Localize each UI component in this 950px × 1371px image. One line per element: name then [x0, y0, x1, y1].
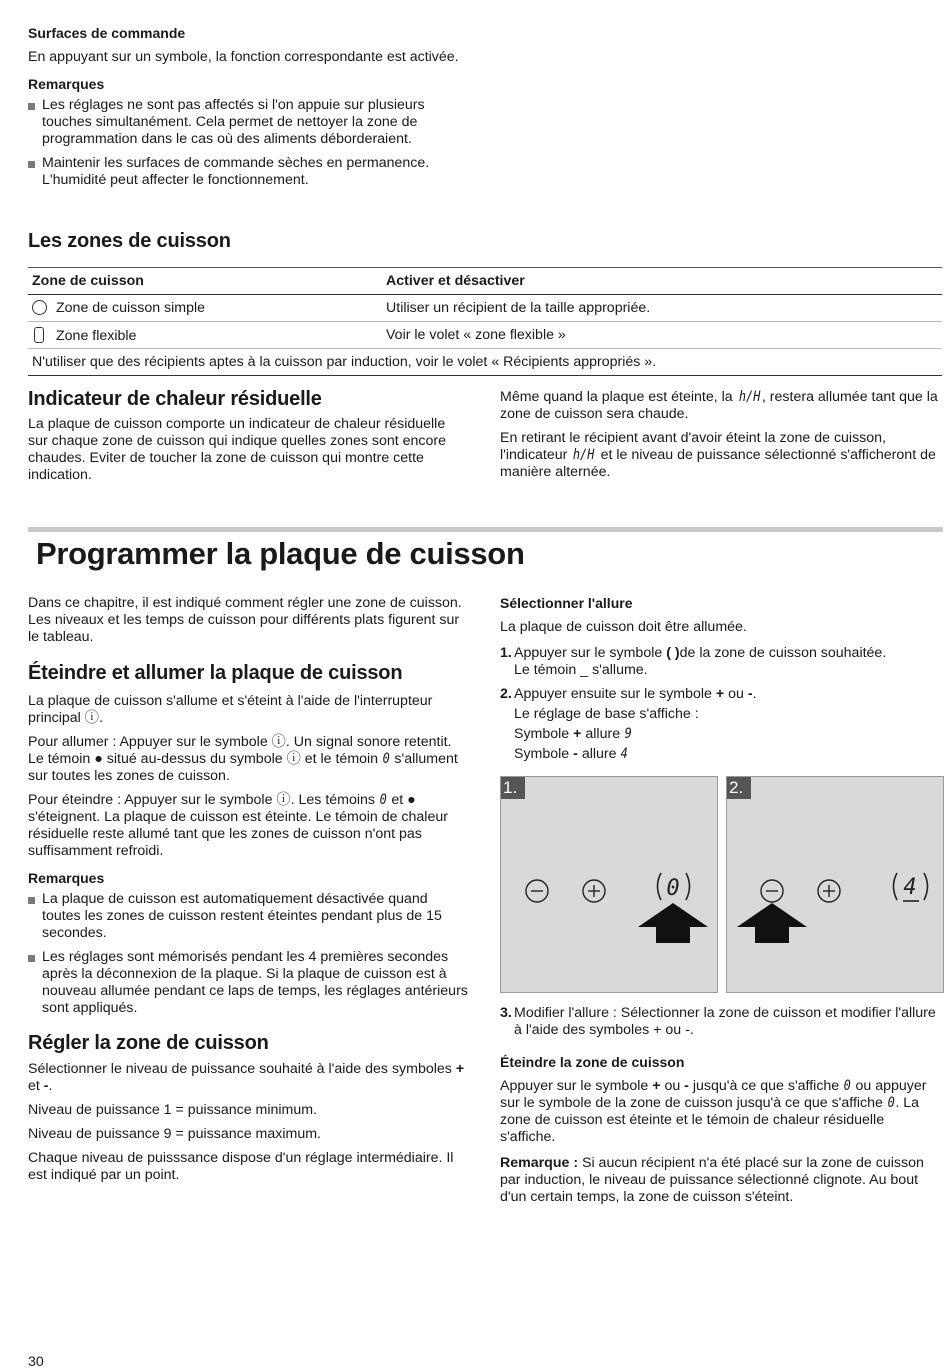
power-icon: ⓘ [271, 734, 286, 750]
minus-icon [526, 880, 548, 902]
zones-table [28, 267, 942, 376]
onoff-remarks-title: Remarques [28, 870, 105, 886]
allure-title: Sélectionner l'allure [500, 595, 633, 611]
panel-number: 2. [727, 777, 751, 799]
display-zero-symbol: 0 [382, 751, 390, 767]
table-row [28, 295, 942, 322]
page-number: 30 [28, 1354, 44, 1370]
surfaces-section [28, 25, 473, 196]
eteindre-section: Éteindre la zone de cuisson Appuyer sur le symbole + ou - jusqu'à ce que s'affiche 0 ou appuyer sur le symbole de la zone de cuisson jusqu'à ce que s'affiche 0. La zone de cuisson est éteinte et le témoin de chaleur résiduelle s'affiche. Remarque : Si aucun récipient n'a été placé sur la zone de cuisson par induction, le niveau de puissance sélectionné clignote. Au bout d'un certain temps, la zone de cuisson s'éteint. [500, 1054, 942, 1206]
display-zero-symbol: 0 [379, 792, 387, 808]
residual-heat-symbol: h/H [738, 389, 761, 405]
minus-symbol: - [43, 1078, 49, 1094]
allure-steps [500, 645, 942, 763]
regler-section: Sélectionner le niveau de puissance souhaité à l'aide des symboles + et -. Niveau de puissance 1 = puissance minimum. Niveau de puissance 9 = puissance maximum. Chaque niveau de puisssance dispose d'un réglage intermédiaire. Il est indiqué par un point. [28, 1061, 468, 1184]
pointer-arrow-icon [737, 903, 807, 943]
list-item: 2. Appuyer ensuite sur le symbole + ou -. Le réglage de base s'affiche : Symbole + allure 9 Symbole - allure 4 [500, 686, 757, 762]
chapter-divider [28, 527, 943, 532]
program-intro: Dans ce chapitre, il est indiqué comment régler une zone de cuisson. Les niveaux et les temps de cuisson pour différents plats figurent sur le tableau. [28, 595, 462, 645]
plus-icon [583, 880, 605, 902]
illustration-panel-2 [726, 776, 944, 993]
indicator-dot-icon: ● [407, 792, 416, 808]
pointer-arrow-icon [638, 903, 708, 943]
flex-zone-icon [34, 327, 44, 343]
chapter-title: Programmer la plaque de cuisson [36, 536, 525, 571]
table-cell: Zone flexible [56, 327, 137, 344]
regler-min: Niveau de puissance 1 = puissance minimum. [28, 1102, 318, 1118]
table-row [28, 322, 942, 349]
list-item: Les réglages sont mémorisés pendant les 4 premières secondes après la déconnexion de la plaque. Si la plaque de cuisson est à nouveau allumée pendant ce laps de temps, les réglages antérieurs sont appliqués. [28, 949, 470, 1017]
table-header-cell: Zone de cuisson [28, 268, 382, 295]
table-cell: Zone de cuisson simple [56, 300, 206, 316]
zone-symbol: ( ) [666, 645, 680, 661]
power-icon: ⓘ [286, 751, 301, 767]
onoff-title: Éteindre et allumer la plaque de cuisson [28, 662, 403, 684]
panel-1-drawing [501, 777, 717, 992]
zone-display-value: 0 [666, 876, 680, 901]
panel-number: 1. [501, 777, 525, 799]
regler-max: Niveau de puissance 9 = puissance maximum. [28, 1126, 321, 1142]
panel-2-drawing [727, 777, 943, 992]
table-cell: Utiliser un récipient de la taille appropriée. [382, 295, 942, 322]
onoff-section: La plaque de cuisson s'allume et s'éteint à l'aide de l'interrupteur principal ⓘ. Pour allumer : Appuyer sur le symbole ⓘ. Un signal sonore retentit. Le témoin ● situé au-dessus du symbole ⓘ et le témoin 0 s'allument sur toutes les zones de cuisson. Pour éteindre : Appuyer sur le symbole ⓘ. Les témoins 0 et ● s'éteignent. La plaque de cuisson est éteinte. Le témoin de chaleur résiduelle reste allumé tant que les zones de cuisson n'ont pas suffisamment refroidi. Remarques La plaque de cuisson est automatiquement désactivée quand toutes les zones de cuisson restent éteintes pendant plus de 15 secondes. Les réglages sont mémorisés pendant les 4 premières secondes après la déconnexion de la plaque. Si la plaque de cuisson est à nouveau allumée pendant ce laps de temps, les réglages antérieurs sont appliqués. [28, 693, 470, 1024]
power-icon: ⓘ [276, 792, 291, 808]
plus-icon [818, 880, 840, 902]
eteindre-title: Éteindre la zone de cuisson [500, 1054, 685, 1070]
minus-icon [761, 880, 783, 902]
allure-section [500, 595, 942, 763]
surfaces-remarks-title: Remarques [28, 76, 105, 92]
allure-step-3 [500, 1005, 942, 1039]
table-header [28, 268, 942, 295]
table-row [28, 349, 942, 376]
list-item: Maintenir les surfaces de commande sèches en permanence. L'humidité peut affecter le fonctionnement. [28, 155, 473, 189]
regler-intermediate: Chaque niveau de puisssance dispose d'un réglage intermédiaire. Il est indiqué par un point. [28, 1150, 454, 1183]
remark-label: Remarque : [500, 1155, 579, 1171]
list-item: 1. Appuyer sur le symbole ( )de la zone de cuisson souhaitée. Le témoin _ s'allume. [500, 645, 887, 678]
zones-title: Les zones de cuisson [28, 230, 231, 252]
circle-zone-icon [32, 300, 47, 315]
residual-heat-symbol: h/H [573, 447, 595, 463]
allure-p1: La plaque de cuisson doit être allumée. [500, 619, 747, 635]
residual-title: Indicateur de chaleur résiduelle [28, 388, 322, 410]
surfaces-remarks-list [28, 97, 473, 189]
list-item: Les réglages ne sont pas affectés si l'on appuie sur plusieurs touches simultanément. Cela permet de nettoyer la zone de programmation dans le cas où des aliments déborderaient. [28, 97, 473, 148]
table-note: N'utiliser que des récipients aptes à la cuisson par induction, voir le volet « Récipients appropriés ». [28, 349, 942, 376]
list-item: 3. Modifier l'allure : Sélectionner la zone de cuisson et modifier l'allure à l'aide des symboles + ou -. [500, 1005, 936, 1038]
onoff-remarks-list [28, 891, 470, 1017]
illustration-panel-1 [500, 776, 718, 993]
residual-text: La plaque de cuisson comporte un indicateur de chaleur résiduelle sur chaque zone de cuisson qui indique quelles zones sont encore chaudes. Eviter de toucher la zone de cuisson qui montre cette indication. [28, 416, 447, 483]
residual-right: Même quand la plaque est éteinte, la h/H , restera allumée tant que la zone de cuisson sera chaude. En retirant le récipient avant d'avoir éteint la zone de cuisson, l'indicateur h/H et le niveau de puissance sélectionné s'afficheront de manière alternée. [500, 389, 938, 480]
plus-symbol: + [455, 1061, 465, 1077]
indicator-dot-icon: ● [94, 751, 103, 767]
table-cell: Voir le volet « zone flexible » [382, 322, 942, 349]
power-icon: ⓘ [84, 710, 99, 726]
surfaces-title: Surfaces de commande [28, 25, 186, 41]
regler-title: Régler la zone de cuisson [28, 1032, 269, 1054]
zone-display-value: 4 [903, 875, 917, 900]
table-header-cell: Activer et désactiver [382, 268, 942, 295]
list-item: La plaque de cuisson est automatiquement désactivée quand toutes les zones de cuisson restent éteintes pendant plus de 15 secondes. [28, 891, 470, 942]
surfaces-intro: En appuyant sur un symbole, la fonction correspondante est activée. [28, 49, 459, 65]
